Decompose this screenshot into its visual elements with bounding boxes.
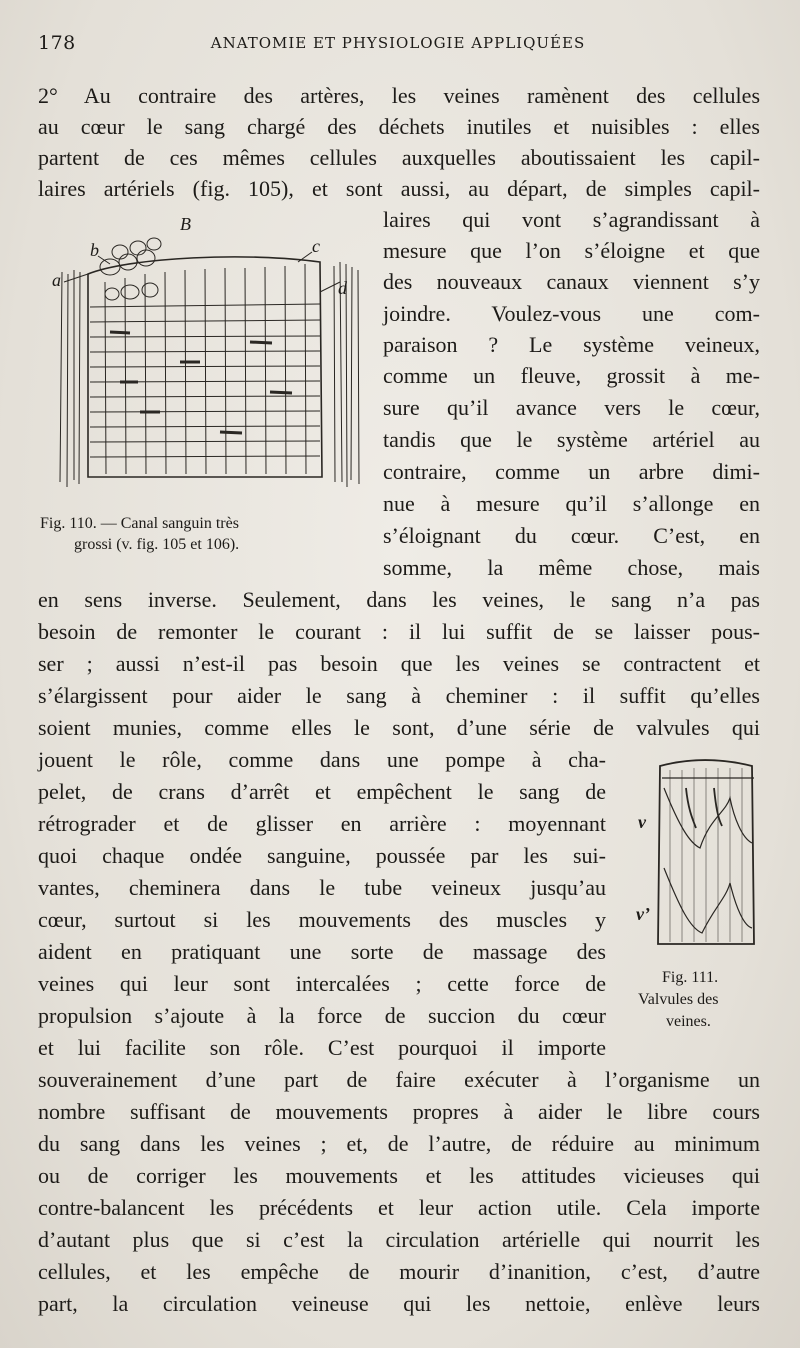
text-line: sure qu’il avance vers le cœur,: [383, 395, 760, 420]
text-line: contraire, comme un arbre dimi-: [383, 459, 760, 484]
figure-label-v-prime: v’: [636, 904, 650, 924]
text-line: ou de corriger les mouvements et les attitudes vicieuses qui: [38, 1163, 760, 1188]
text-line: quoi chaque ondée sanguine, poussée par les sui-: [38, 843, 606, 868]
text-line: propulsion s’ajoute à la force de succion du cœur: [38, 1003, 606, 1028]
text-line: joindre. Voulez-vous une com-: [383, 301, 760, 326]
text-line: des nouveaux canaux viennent s’y: [383, 269, 760, 294]
text-line: part, la circulation veineuse qui les nettoie, enlève leurs: [38, 1291, 760, 1316]
text-line: jouent le rôle, comme dans une pompe à cha-: [38, 747, 606, 772]
text-line: du sang dans les veines ; et, de l’autre, de réduire au minimum: [38, 1131, 760, 1156]
figure-110-caption-line1: Fig. 110. — Canal sanguin très: [40, 515, 239, 532]
text-line: somme, la même chose, mais: [383, 555, 760, 580]
text-line: besoin de remonter le courant : il lui suffit de se laisser pous-: [38, 619, 760, 644]
figure-label-B: B: [180, 214, 191, 234]
cell-cluster: [100, 238, 161, 300]
figure-111-caption-line1: Fig. 111.: [662, 969, 719, 986]
text-line: au cœur le sang chargé des déchets inutiles et nuisibles : elles: [38, 114, 760, 139]
text-line: soient munies, comme elles le sont, d’une série de valvules qui: [38, 715, 760, 740]
figure-110-caption-line2: grossi (v. fig. 105 et 106).: [74, 536, 240, 553]
text-line: s’élargissent pour aider le sang à cheminer : il suffit qu’elles: [38, 683, 760, 708]
figure-111-caption-line2: Valvules des: [638, 991, 719, 1008]
text-line: partent de ces mêmes cellules auxquelles aboutissaient les capil-: [38, 145, 760, 170]
text-line: comme un fleuve, grossit à me-: [383, 363, 760, 388]
text-line: cellules, et les empêche de mourir d’inanition, c’est, d’autre: [38, 1259, 760, 1284]
text-line: ser ; aussi n’est-il pas besoin que les veines se contractent et: [38, 651, 760, 676]
figure-label-a: a: [52, 270, 61, 290]
page-header: [38, 32, 758, 58]
text-line: laires artériels (fig. 105), et sont aussi, au départ, de simples capil-: [38, 176, 760, 201]
text-line: et lui facilite son rôle. C’est pourquoi il importe: [38, 1035, 606, 1060]
text-line: pelet, de crans d’arrêt et empêchent le sang de: [38, 779, 606, 804]
figure-label-c: c: [312, 236, 320, 256]
text-line: aident en pratiquant une sorte de massage des: [38, 939, 606, 964]
text-line: 2° Au contraire des artères, les veines ramènent des cellules: [38, 83, 760, 108]
text-line: cœur, surtout si les mouvements des muscles y: [38, 907, 606, 932]
page-number: 178: [38, 32, 76, 54]
text-line: paraison ? Le système veineux,: [383, 332, 760, 357]
text-line: veines qui leur sont intercalées ; cette force de: [38, 971, 606, 996]
text-line: en sens inverse. Seulement, dans les veines, le sang n’a pas: [38, 587, 760, 612]
running-title: ANATOMIE ET PHYSIOLOGIE APPLIQUÉES: [210, 34, 586, 52]
figure-111-caption-line3: veines.: [666, 1013, 711, 1030]
figure-label-v: v: [638, 812, 646, 832]
text-line: s’éloignant du cœur. C’est, en: [383, 523, 760, 548]
text-line: mesure que l’on s’éloigne et que: [383, 238, 760, 263]
text-line: contre-balancent les précédents et leur action utile. Cela importe: [38, 1195, 760, 1220]
figure-label-b: b: [90, 240, 99, 260]
text-line: vantes, cheminera dans le tube veineux jusqu’au: [38, 875, 606, 900]
text-line: rétrograder et de glisser en arrière : moyennant: [38, 811, 606, 836]
figure-label-d: d: [338, 278, 347, 298]
text-line: nue à mesure qu’il s’allonge en: [383, 491, 760, 516]
text-line: d’autant plus que si c’est la circulation artérielle qui nourrit les: [38, 1227, 760, 1252]
text-line: nombre suffisant de mouvements propres à aider le libre cours: [38, 1099, 760, 1124]
text-line: souverainement d’une part de faire exécuter à l’organisme un: [38, 1067, 760, 1092]
figure-111-illustration: [630, 758, 762, 950]
figure-110-illustration: [50, 212, 370, 507]
text-line: laires qui vont s’agrandissant à: [383, 207, 760, 232]
text-line: tandis que le système artériel au: [383, 427, 760, 452]
